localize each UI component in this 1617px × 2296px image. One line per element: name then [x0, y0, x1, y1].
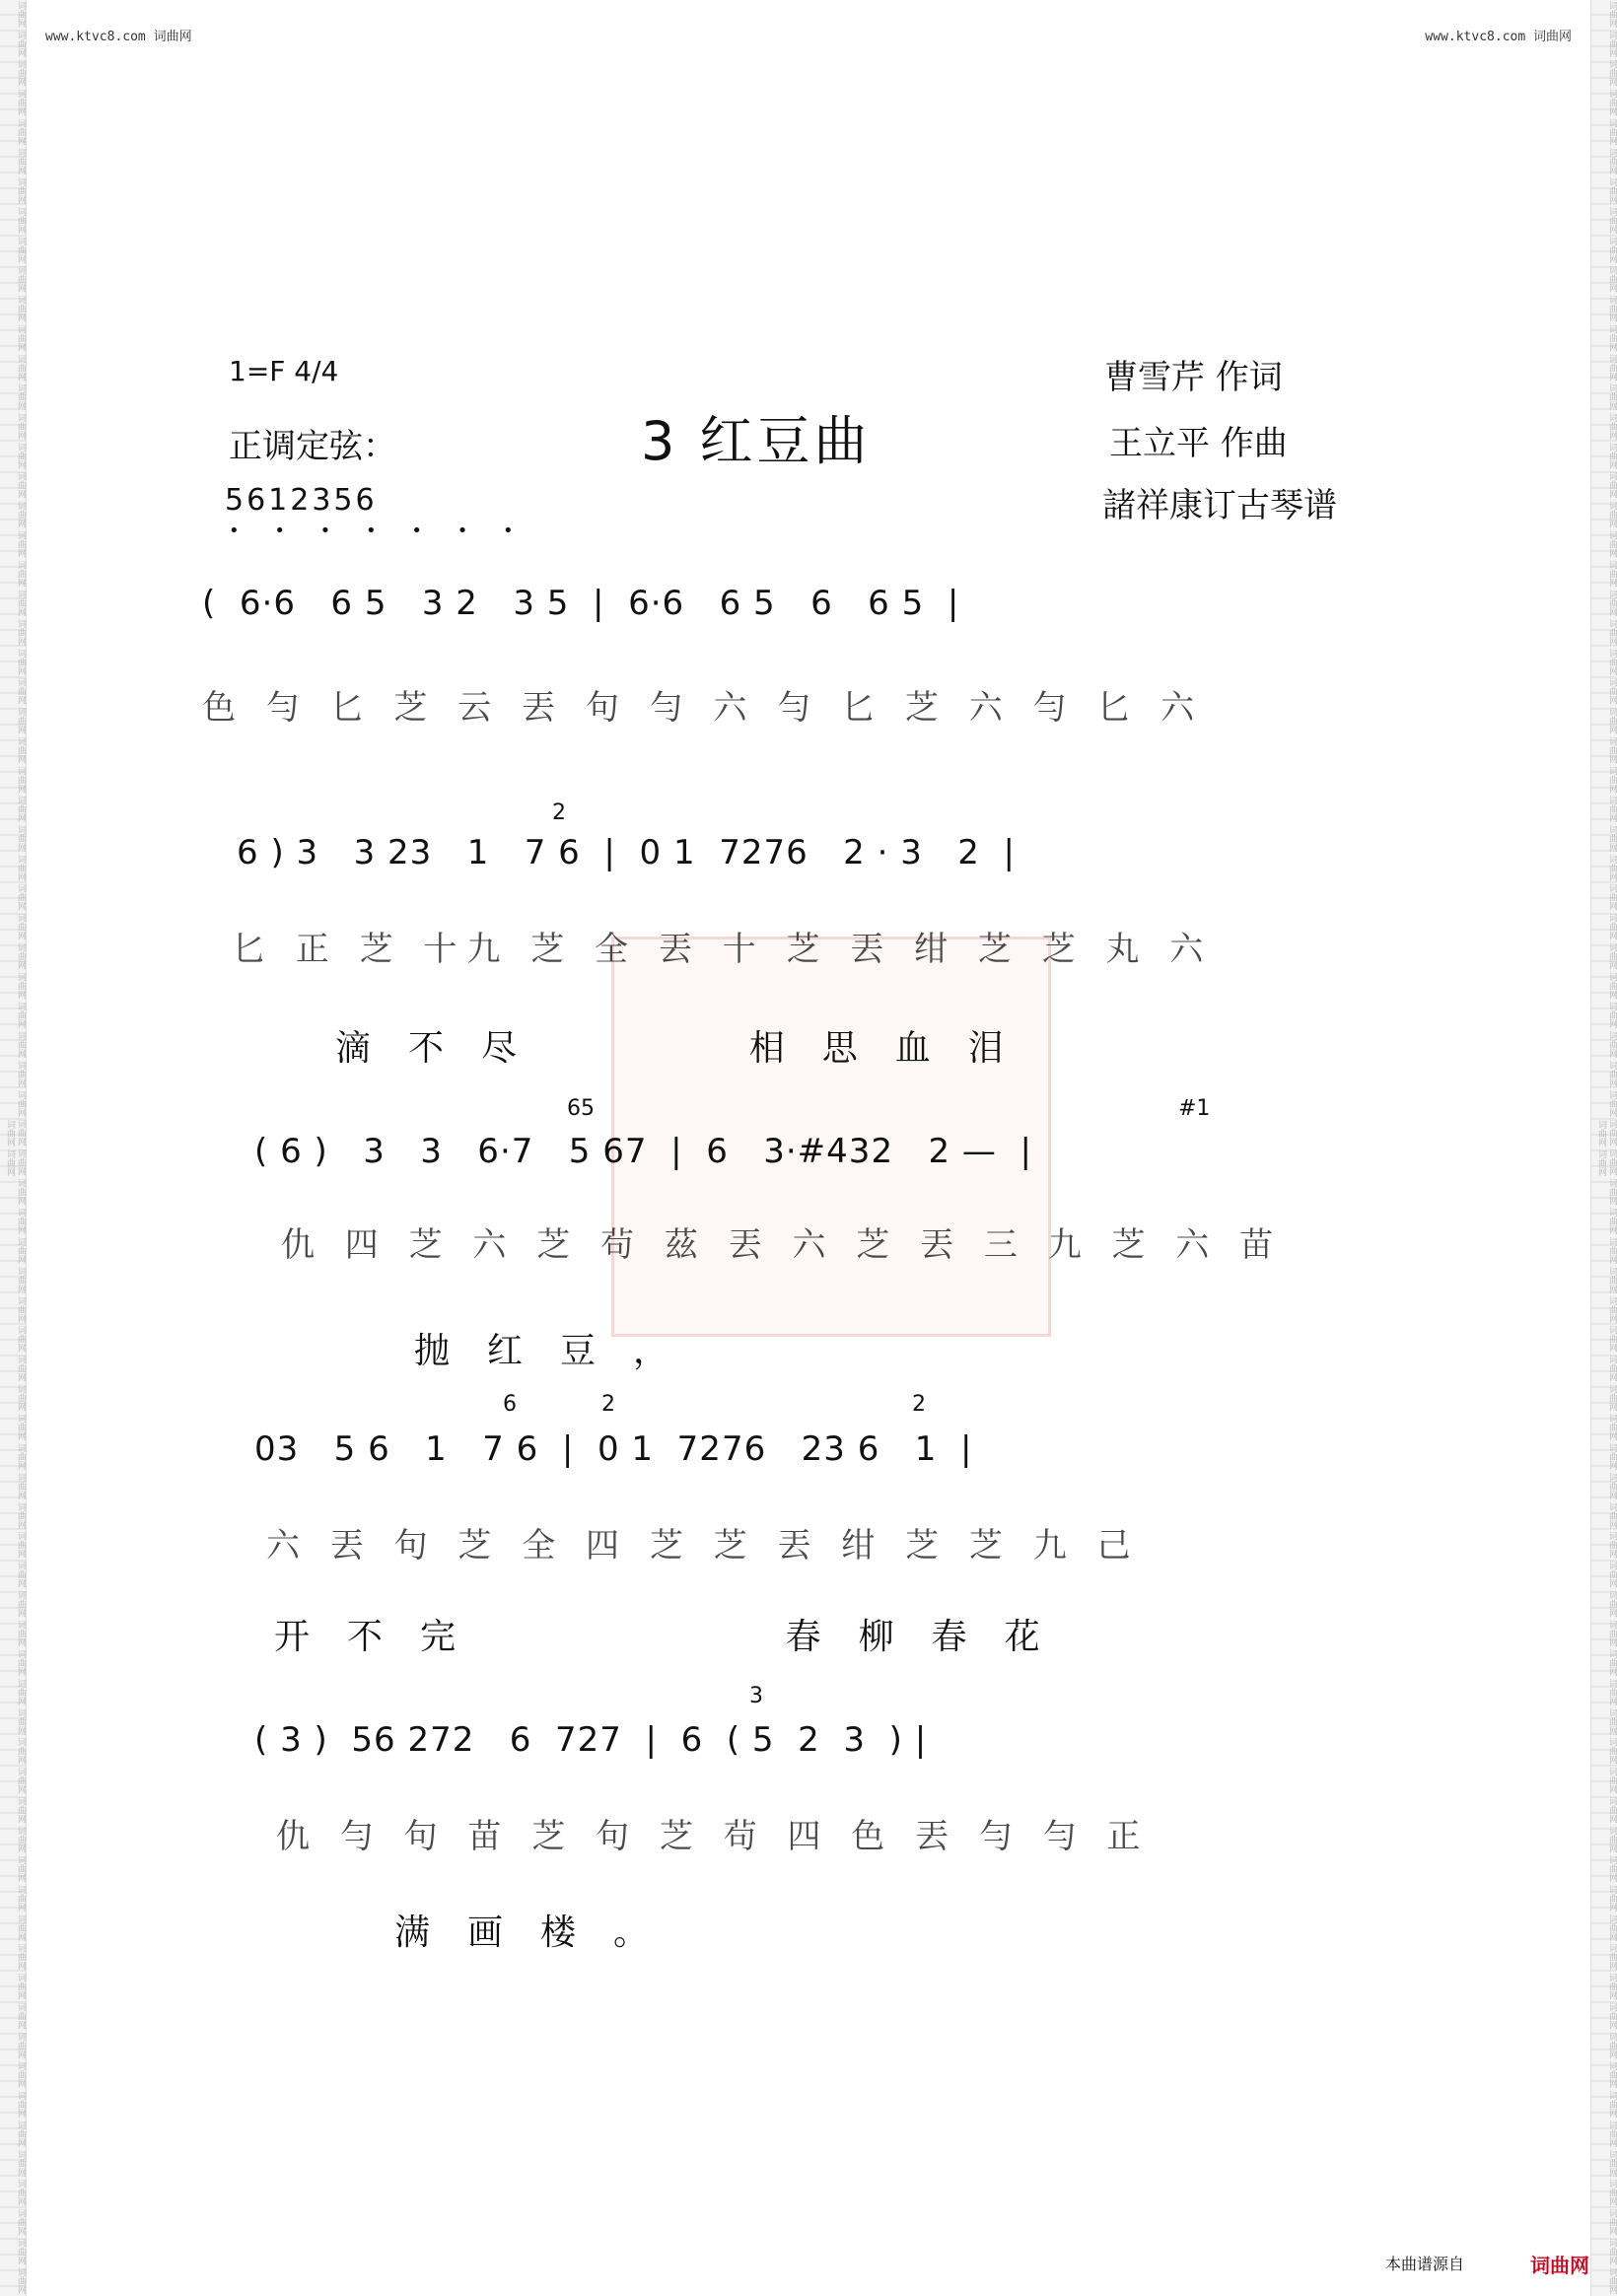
grace-note-2-a: 2 [552, 800, 566, 825]
grace-note-3-a: 65 [567, 1096, 595, 1121]
lyrics-line-5: 满画楼。 [394, 1913, 687, 1953]
grace-note-4-b: 2 [601, 1392, 615, 1417]
notation-line-4: 03 5 6 1 7 6 | 0 1 7276 23 6 1 | [254, 1429, 973, 1469]
tablature-line-3: 仇 四 芝 六 芝 茍 茲 丟 六 芝 丟 三 九 芝 六 苗 [281, 1225, 1284, 1265]
grace-note-5-a: 3 [749, 1684, 763, 1708]
footer-source-text: 本曲谱源自 [1385, 2255, 1465, 2273]
footer-site-logo[interactable]: 词曲网 [1530, 2254, 1589, 2277]
page-title: 3 红豆曲 [641, 410, 872, 472]
composer: 王立平 作曲 [1109, 424, 1288, 463]
notation-line-5: ( 3 ) 56 272 6 727 | 6 ( 5 2 3 ) | [254, 1720, 928, 1760]
tuning-low-dots: • • • • • • • [229, 521, 528, 541]
tablature-line-4: 六 丟 句 芝 全 四 芝 芝 丟 绀 芝 芝 九 己 [266, 1526, 1141, 1565]
tuning-label: 正调定弦： [229, 427, 396, 466]
left-margin-strip: 词曲网 词曲网 词曲网 词曲网 词曲网 词曲网 词曲网 词曲网 词曲网 词曲网 词曲网 词曲网 词曲网 词曲网 词曲网 词曲网 词曲网 词曲网 词曲网 词曲网 词曲网 词曲网 词曲网 词曲网 词曲网 词曲网 词曲网 词曲网 词曲网 词曲网 词曲网 词曲网 词曲网 词曲网 词曲网 词曲网 词曲网 词曲网 词曲网 词曲网 词曲网 词曲网 词曲网 词曲网 词曲网 词曲网 词曲网 词曲网 词曲网 词曲网 词曲网 词曲网 词曲网 词曲网 词曲网 词曲网 词曲网 词曲网 词曲网 词曲网 词曲网 词曲网 词曲网 词曲网 词曲网 词曲网 词曲网 词曲网 词曲网 词曲网 词曲网 词曲网 词曲网 词曲网 词曲网 词曲网 词曲网 词曲网 词曲网 词曲网 [0, 0, 27, 2296]
key-time-signature: 1=F 4/4 [229, 355, 339, 387]
tablature-line-1: 色 勻 匕 芝 云 丟 句 勻 六 勻 匕 芝 六 勻 匕 六 [202, 688, 1205, 728]
arranger: 諸祥康订古琴谱 [1102, 486, 1337, 525]
lyrics-line-3: 抛红豆， [414, 1331, 707, 1371]
lyrics-line-2: 滴不尽 相思血泪 [335, 1028, 1041, 1069]
site-link-left[interactable]: www.ktvc8.com 词曲网 [45, 30, 192, 44]
grace-note-3-b: #1 [1178, 1096, 1211, 1121]
site-link-right[interactable]: www.ktvc8.com 词曲网 [1425, 30, 1572, 44]
grace-note-4-c: 2 [912, 1392, 926, 1417]
notation-line-2: 6 ) 3 3 23 1 7 6 | 0 1 7276 2 · 3 2 | [237, 833, 1016, 872]
lyrics-line-4: 开不完 春柳春花 [274, 1617, 1078, 1657]
tablature-line-2: 匕 正 芝 十九 芝 全 丟 十 芝 丟 绀 芝 芝 丸 六 [232, 930, 1214, 969]
tablature-line-5: 仇 勻 句 苗 芝 句 芝 茍 四 色 丟 勻 勻 正 [276, 1817, 1151, 1856]
notation-line-1: ( 6·6 6 5 3 2 3 5 | 6·6 6 5 6 6 5 | [202, 584, 960, 623]
notation-line-3: ( 6 ) 3 3 6·7 5 67 | 6 3·#432 2 — | [254, 1132, 1033, 1171]
grace-note-4-a: 6 [503, 1392, 517, 1417]
right-margin-strip: 词曲网 词曲网 词曲网 词曲网 词曲网 词曲网 词曲网 词曲网 词曲网 词曲网 词曲网 词曲网 词曲网 词曲网 词曲网 词曲网 词曲网 词曲网 词曲网 词曲网 词曲网 词曲网 词曲网 词曲网 词曲网 词曲网 词曲网 词曲网 词曲网 词曲网 词曲网 词曲网 词曲网 词曲网 词曲网 词曲网 词曲网 词曲网 词曲网 词曲网 词曲网 词曲网 词曲网 词曲网 词曲网 词曲网 词曲网 词曲网 词曲网 词曲网 词曲网 词曲网 词曲网 词曲网 词曲网 词曲网 词曲网 词曲网 词曲网 词曲网 词曲网 词曲网 词曲网 词曲网 词曲网 词曲网 词曲网 词曲网 词曲网 词曲网 词曲网 词曲网 词曲网 词曲网 词曲网 词曲网 词曲网 词曲网 词曲网 词曲网 [1590, 0, 1617, 2296]
tuning-notes: 5612356 [225, 483, 378, 518]
lyricist: 曹雪芹 作词 [1104, 358, 1283, 397]
